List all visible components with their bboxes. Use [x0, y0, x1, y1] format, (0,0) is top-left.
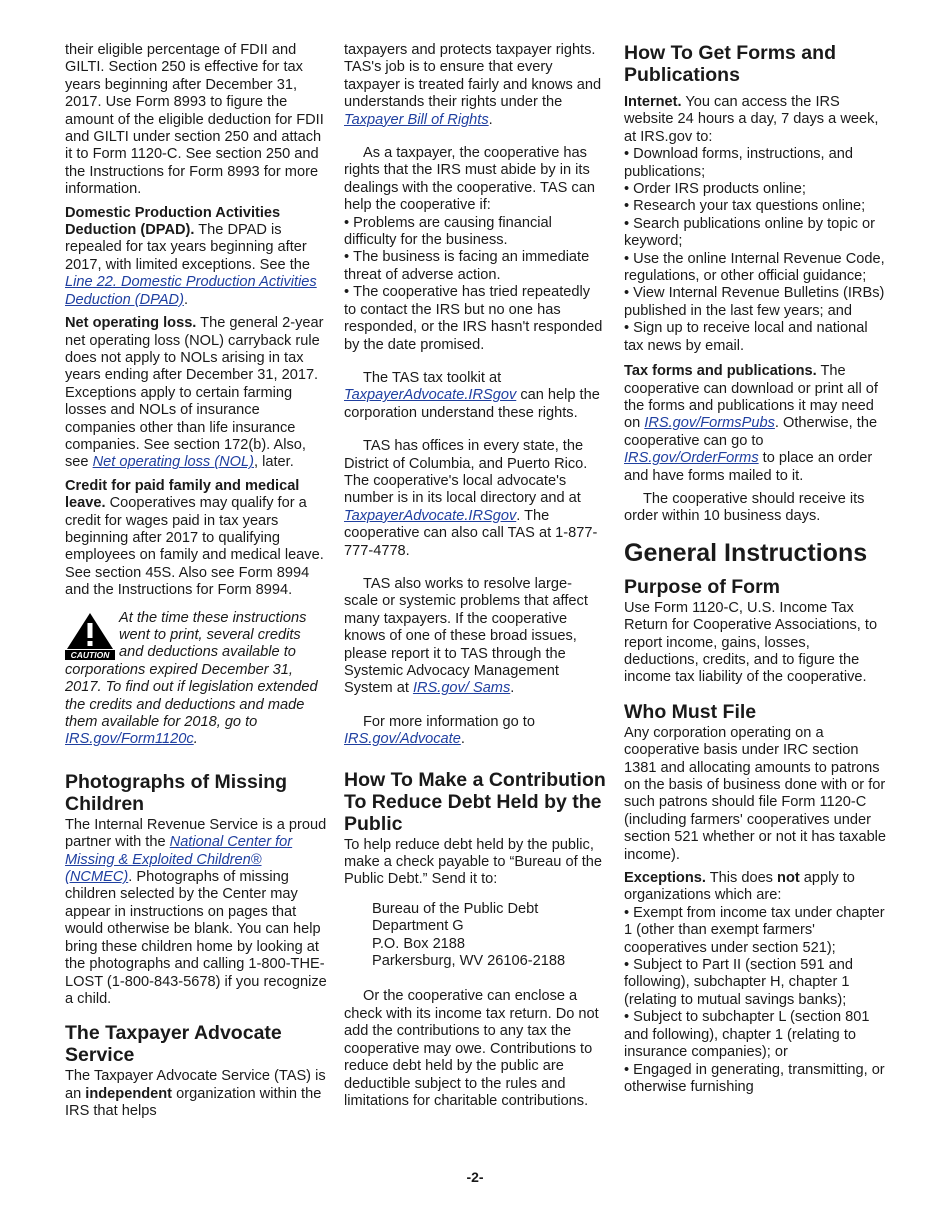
forms-pubs-link[interactable]: IRS.gov/FormsPubs [644, 415, 775, 432]
tas-rights-paragraph [344, 42, 606, 129]
receive-order-paragraph: The cooperative should receive its order within 10 business days. [624, 490, 865, 525]
tas-end: organization within the IRS that helps [65, 1085, 322, 1120]
tas-more-info-paragraph [344, 714, 606, 749]
page-number: -2- [466, 1169, 484, 1185]
list-item: • Download forms, instructions, and publications; [624, 146, 888, 181]
nol-end: , later. [254, 454, 294, 471]
dpad-link[interactable]: Line 22. Domestic Production Activities Deduction (DPAD) [65, 274, 317, 308]
p1-end: . [488, 111, 493, 128]
credit-title: Credit for paid family and medical leave. [65, 477, 300, 512]
contribution-heading: How To Make a Contribution To Reduce Debt Held by the Public [344, 768, 606, 835]
purpose-heading: Purpose of Form [624, 575, 781, 598]
credit-paragraph [65, 478, 327, 600]
p6-end: . [460, 731, 465, 748]
who-must-file-paragraph: Any corporation operating on a cooperative basis under IRC section 1381 and allocating amounts to patrons on the basis of business done with or for such patrons should file Form 1120-C (including farmers' cooperatives under section 521 whether or not it has taxable income). [624, 724, 887, 863]
who-must-file-heading: Who Must File [624, 700, 757, 723]
internet-list [624, 146, 888, 355]
exceptions-bold: not [777, 870, 800, 887]
p4-end: . The cooperative can also call TAS at 1-877-777-4778. [344, 507, 598, 559]
p3-text: The TAS tax toolkit at [363, 369, 502, 386]
order-forms-link[interactable]: IRS.gov/OrderForms [624, 450, 759, 467]
tas-bold: independent [85, 1085, 173, 1102]
list-item: • Engaged in generating, transmitting, or otherwise furnishing [624, 1062, 888, 1097]
list-item: • Use the online Internal Revenue Code, regulations, or other official guidance; [624, 251, 888, 286]
p3-end: can help the corporation understand these rights. [344, 387, 600, 421]
address-line: Department G [372, 918, 464, 935]
get-forms-heading: How To Get Forms and Publications [624, 42, 836, 86]
internet-paragraph [624, 94, 888, 146]
credit-text: Cooperatives may qualify for a credit for wages paid in tax years beginning after 2017 to qualifying employees on family and medical leave. See section 45S. Also see Form 8994 and the Instructions for Form 8994. [65, 495, 324, 599]
tax-forms-mid: . Otherwise, the cooperative can go to [624, 415, 878, 449]
dpad-title: Domestic Production Activities Deduction (DPAD). [65, 204, 281, 239]
internet-label: Internet. [624, 94, 682, 110]
tas-text: The Taxpayer Advocate Service (TAS) is an [65, 1068, 326, 1102]
exceptions-label: Exceptions. [624, 870, 706, 887]
nol-title: Net operating loss. [65, 315, 197, 332]
contribution-paragraph: To help reduce debt held by the public, make a check payable to “Bureau of the Public Debt.” Send it to: [344, 836, 602, 888]
exceptions-list [624, 905, 888, 1096]
list-item: • Order IRS products online; [624, 181, 888, 198]
list-item: • Sign up to receive local and national tax news by email. [624, 320, 888, 355]
tax-forms-paragraph [624, 363, 888, 485]
dpad-end: . [183, 291, 189, 308]
nol-paragraph [65, 315, 327, 472]
enclose-check-paragraph: Or the cooperative can enclose a check with its income tax return. Do not add the contributions to any tax the cooperative may owe. Contributions to reduce debt held by the public are deductible subject to the rules and limitations for charitable contributions. [344, 988, 599, 1109]
nol-text: The general 2-year net operating loss (NOL) carryback rule does not apply to NOLs arising in tax years ending after December 31, 2017. Exceptions apply to certain farming losses and NOLs of insurance companies other than life insurance companies. See section 172(b). Also, see [65, 315, 324, 471]
tas-help-list [344, 215, 606, 354]
column-1 [65, 42, 327, 1127]
missing-children-heading: Photographs of Missing Children [65, 770, 288, 815]
caution-icon [65, 612, 115, 660]
list-item: • Search publications online by topic or keyword; [624, 216, 888, 251]
p6-text: For more information go to [363, 713, 535, 730]
p5-text: TAS also works to resolve large-scale or systemic problems that affect many taxpayers. If the cooperative knows of one of these broad issues, please report it to TAS through the Systemic Advocacy Management System at [344, 575, 588, 697]
purpose-paragraph: Use Form 1120-C, U.S. Income Tax Return for Cooperative Associations, to report income, gains, losses, deductions, credits, and to figure the income tax liability of the cooperative. [624, 599, 878, 686]
list-item: • Subject to Part II (section 591 and following), subchapter H, chapter 1 (relating to mutual savings banks); [624, 957, 888, 1009]
missing-text: The Internal Revenue Service is a proud partner with the [65, 816, 327, 851]
missing-end: . Photographs of missing children selected by the Center may appear in instructions on pages that would otherwise be blank. You can help bring these children home by looking at the photographs and calling 1-800-THE-LOST (1-800-843-5678) if you recognize a child. [65, 869, 327, 1007]
list-item: • The business is facing an immediate threat of adverse action. [344, 249, 606, 284]
list-item: • The cooperative has tried repeatedly to contact the IRS but no one has responded, or the IRS hasn't responded by the date promised. [344, 284, 606, 354]
column-2 [344, 42, 606, 1116]
list-item: • Subject to subchapter L (section 801 and following), chapter 1 (relating to insurance companies); or [624, 1009, 888, 1061]
exceptions-text-2: apply to organizations which are: [624, 870, 855, 904]
p5-end: . [510, 680, 515, 697]
form1120c-link[interactable]: IRS.gov/Form1120c [65, 731, 194, 748]
tax-forms-text: The cooperative can download or print all of the forms and publications it may need on [624, 363, 878, 432]
ncmec-link[interactable]: National Center for Missing & Exploited Children® (NCMEC) [65, 834, 293, 886]
taxpayer-advocate-link[interactable]: TaxpayerAdvocate.IRSgov [344, 387, 517, 404]
tas-heading: The Taxpayer Advocate Service [65, 1022, 282, 1067]
caution-text: At the time these instructions went to print, several credits and deductions available to corporations expired December 31, 2017. To find out if legislation extended the credits and deductions and made them available for 2018, go to [65, 609, 318, 731]
p4-text: TAS has offices in every state, the District of Columbia, and Puerto Rico. The cooperative's local advocate's number is in its local directory and at [344, 438, 588, 507]
address-line: P.O. Box 2188 [372, 935, 466, 952]
internet-text: You can access the IRS website 24 hours a day, 7 days a week, at IRS.gov to: [624, 94, 879, 145]
p1-text: taxpayers and protects taxpayer rights. TAS's job is to ensure that every taxpayer is treated fairly and knows and understands their rights under the [344, 42, 602, 111]
missing-children-paragraph [65, 817, 327, 1008]
tas-offices-paragraph [344, 438, 606, 560]
tas-toolkit-paragraph [344, 370, 606, 422]
exceptions-paragraph [624, 870, 888, 905]
bill-of-rights-link[interactable]: Taxpayer Bill of Rights [344, 111, 489, 128]
tas-paragraph [65, 1068, 327, 1120]
tax-forms-label: Tax forms and publications. [624, 363, 817, 380]
list-item: • View Internal Revenue Bulletins (IRBs) published in the last few years; and [624, 285, 888, 320]
dpad-text: The DPAD is repealed for tax years beginning after 2017, with limited exceptions. See the [65, 222, 310, 273]
address-line: Bureau of the Public Debt [372, 900, 539, 917]
column-3 [624, 42, 888, 1096]
dpad-paragraph [65, 205, 327, 309]
address-line: Parkersburg, WV 26106-2188 [372, 953, 566, 970]
list-item: • Problems are causing financial difficulty for the business. [344, 215, 606, 250]
taxpayer-advocate-link-2[interactable]: TaxpayerAdvocate.IRSgov [344, 507, 517, 524]
exceptions-text-1: This does [705, 870, 778, 887]
list-item: • Exempt from income tax under chapter 1 (other than exempt farmers' cooperatives under section 521); [624, 905, 888, 957]
fdii-paragraph: their eligible percentage of FDII and GILTI. Section 250 is effective for tax years beginning after December 31, 2017. Use Form 8993 to figure the amount of the eligible deduction for FDII and GILTI under section 250 and attach it to Form 1120-C. See section 250 and the Instructions for Form 8993 for more information. [65, 42, 324, 198]
general-instructions-heading: General Instructions [624, 538, 868, 567]
tax-forms-end: to place an order and have forms mailed to it. [624, 450, 873, 484]
sams-link[interactable]: IRS.gov/ Sams [412, 680, 511, 697]
advocate-link[interactable]: IRS.gov/Advocate [344, 731, 461, 748]
nol-link[interactable]: Net operating loss (NOL) [92, 454, 255, 471]
list-item: • Research your tax questions online; [624, 198, 888, 215]
caution-end: . [193, 731, 198, 748]
caution-note [65, 610, 327, 749]
mailing-address [372, 901, 606, 971]
caution-icon-label: CAUTION [70, 649, 110, 660]
tas-help-paragraph: As a taxpayer, the cooperative has rights that the IRS must abide by in its dealings with the cooperative. TAS can help the cooperative if: [344, 145, 595, 214]
tas-systemic-paragraph [344, 576, 606, 698]
